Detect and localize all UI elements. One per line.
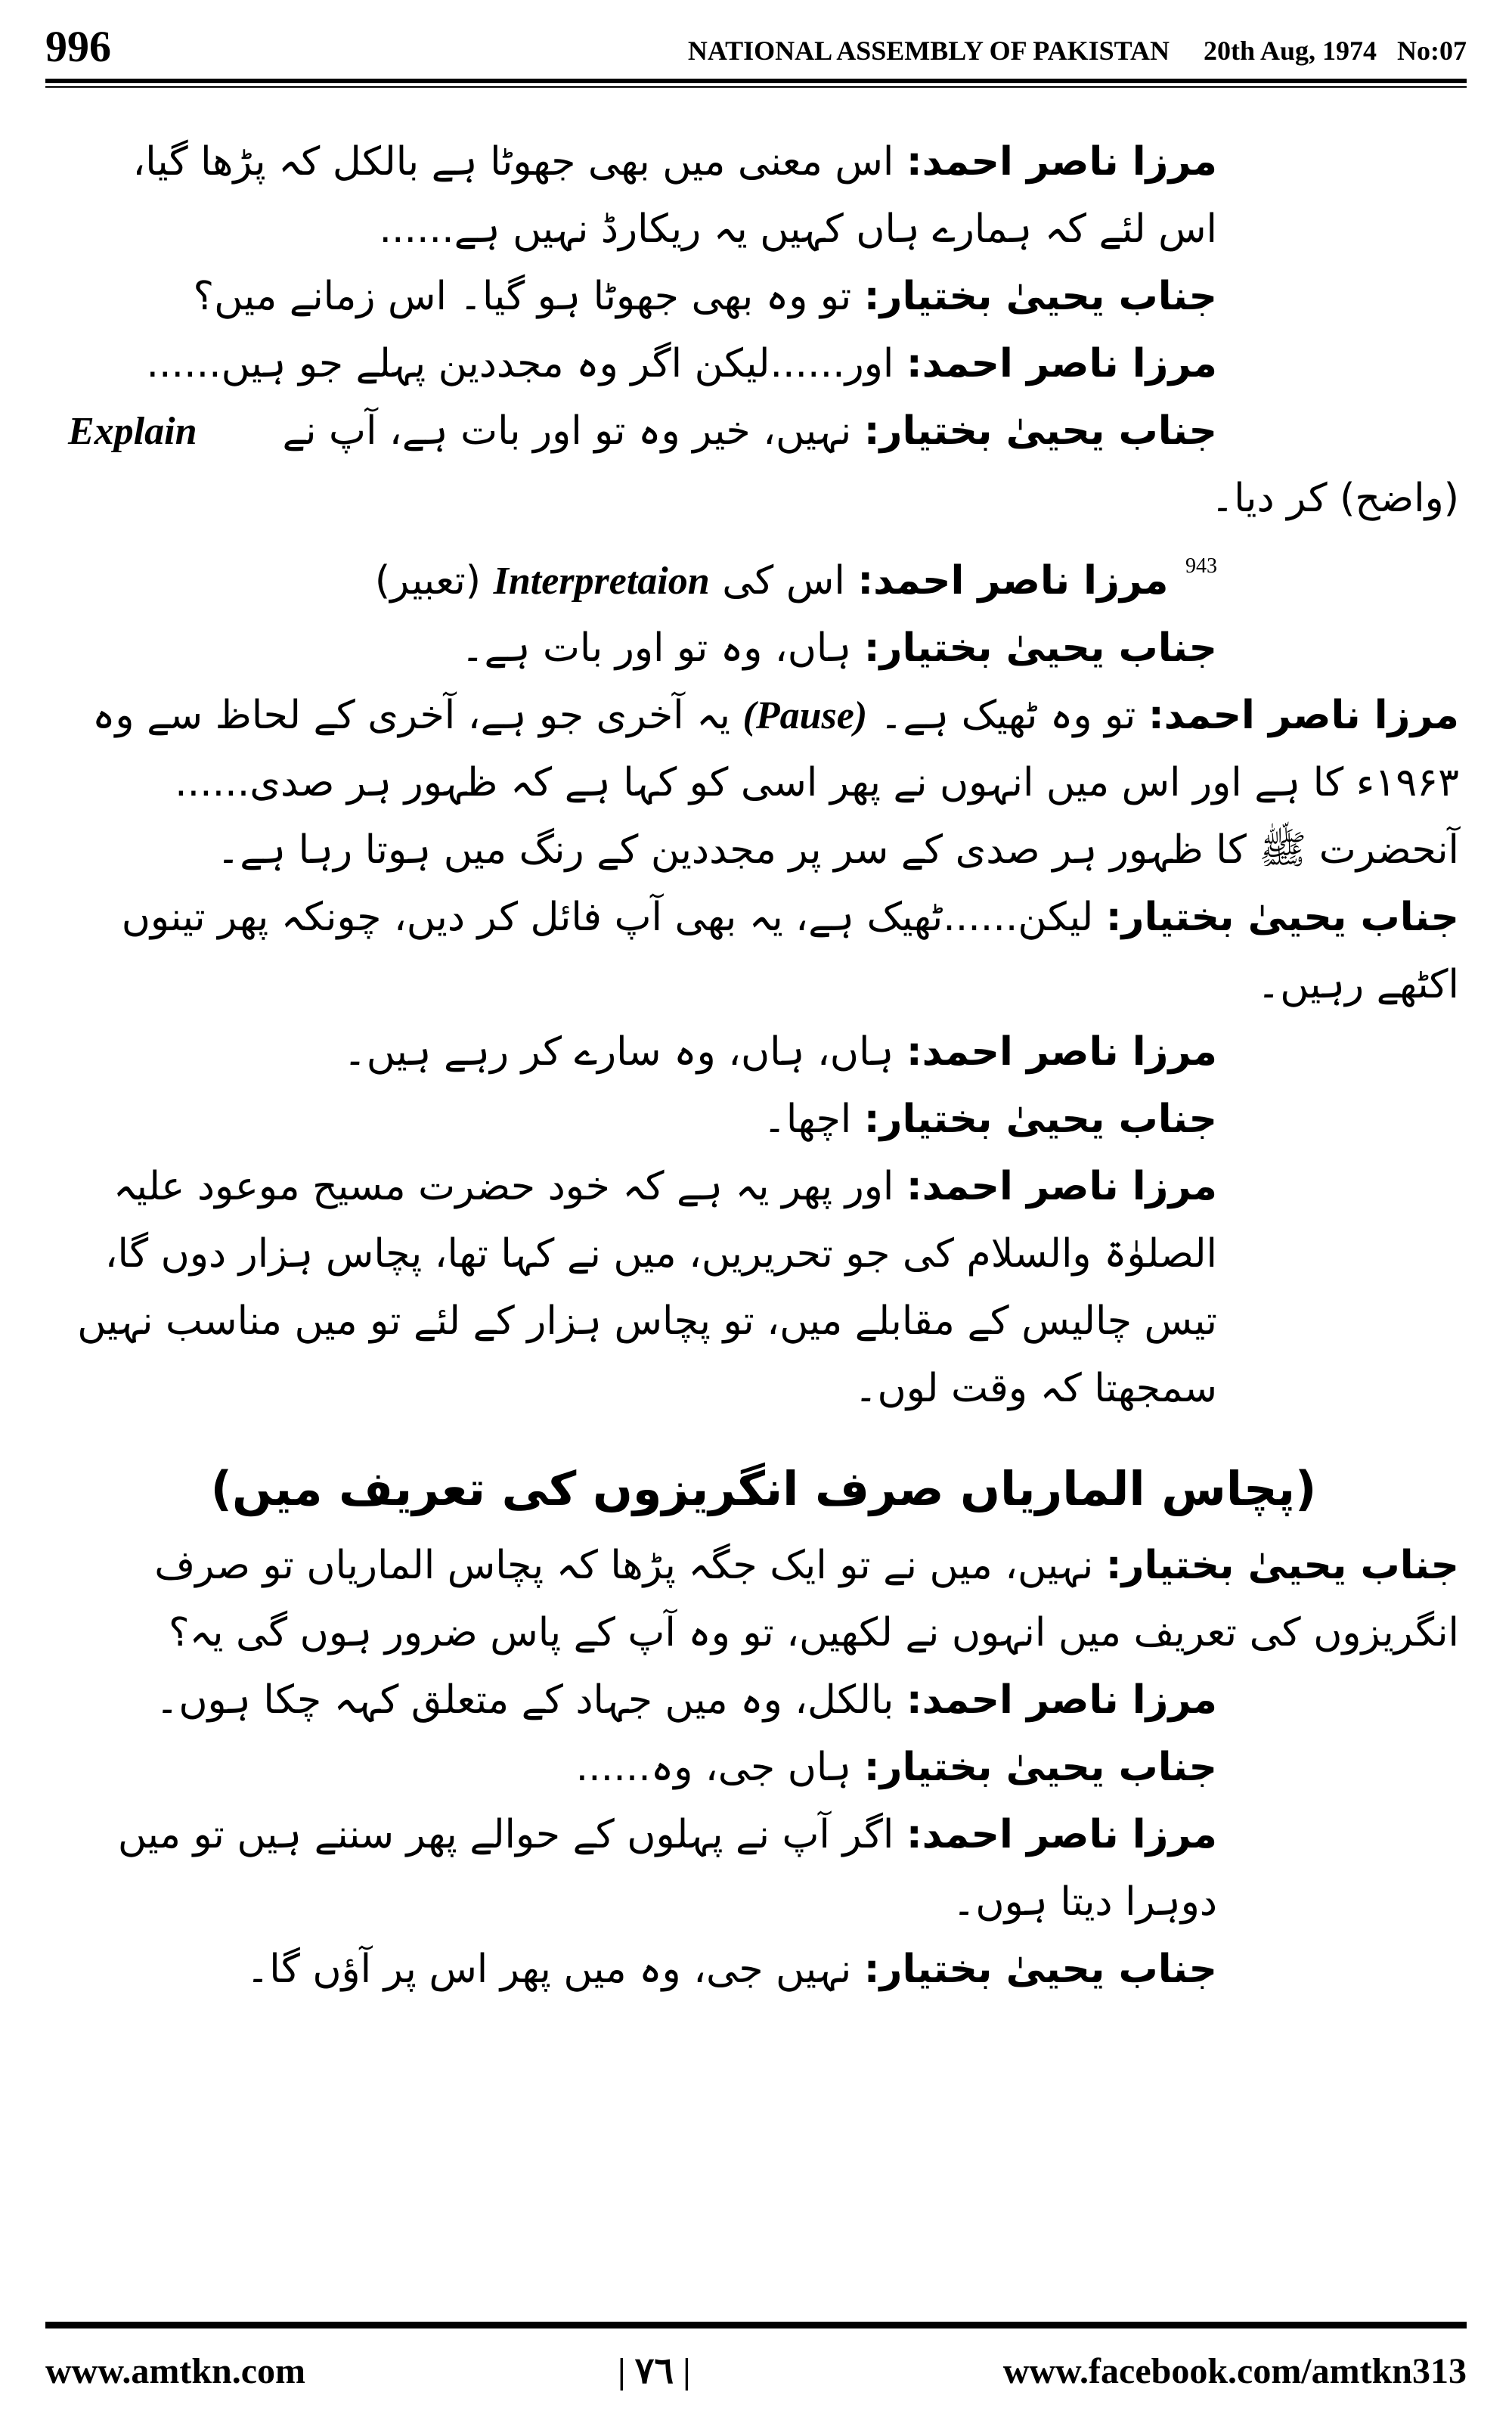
paragraph [68,129,1459,263]
speaker-label: مرزا ناصر احمد: [906,139,1217,185]
speech-text: یہ آخری جو ہے، آخری کے لحاظ سے وہ ۱۹۶۳ء کا ہے اور اس میں انہوں نے پھر اسی کو کہا ہے کہ ظہور ہر صدی...... آنحضرت ﷺ کا ظہور ہر صدی کے سر پر مجددین کے رنگ میں ہوتا رہا ہے۔ [91,693,1459,873]
speech-text: ہاں، وہ تو اور بات ہے۔ [461,625,852,671]
speech-text: اس معنی میں بھی جھوٹا ہے بالکل کہ پڑھا گیا، اس لئے کہ ہمارے ہاں کہیں یہ ریکارڈ نہیں ہے...... [132,139,1217,252]
speech-text: تو وہ ٹھیک ہے۔ [879,693,1136,738]
speech-text: نہیں، میں نے تو ایک جگہ پڑھا کہ پچاس الماریاں تو صرف انگریزوں کی تعریف میں انہوں نے لکھیں، تو وہ آپ کے پاس ضرور ہوں گی یہ؟ [154,1543,1459,1655]
paragraph [68,263,1459,330]
footer-website-link[interactable]: www.amtkn.com [45,2350,305,2391]
transcript-body [68,129,1459,2003]
speech-text: لیکن......ٹھیک ہے، یہ بھی آپ فائل کر دیں، چونکہ پھر تینوں اکٹھے رہیں۔ [121,895,1459,1007]
speech-text: بالکل، وہ میں جہاد کے متعلق کہہ چکا ہوں۔ [155,1677,894,1723]
speaker-label: جناب یحییٰ بختیار: [863,1947,1217,1992]
footer-page-marker: | ٧٦ | [617,2351,691,2391]
speaker-label: جناب یحییٰ بختیار: [863,274,1217,319]
header-title: NATIONAL ASSEMBLY OF PAKISTAN 20th Aug, 1974 No:07 [687,36,1467,66]
paragraph [68,1734,1459,1801]
speaker-label: جناب یحییٰ بختیار: [863,625,1217,671]
footnote-marker: 943 [1185,554,1217,578]
paragraph [68,398,1459,465]
speaker-label: مرزا ناصر احمد: [906,1164,1217,1209]
speech-text: نہیں، خیر وہ تو اور بات ہے، آپ نے [282,408,852,454]
speaker-label: مرزا ناصر احمد: [857,558,1169,603]
speech-text: ہاں جی، وہ...... [575,1745,852,1790]
footer-rule [45,2322,1467,2328]
paragraph [68,615,1459,682]
paragraph [68,1019,1459,1086]
speech-text: ہاں، ہاں، وہ سارے کر رہے ہیں۔ [343,1029,894,1075]
page-number: 996 [45,22,111,71]
page-footer [45,2341,1467,2401]
speech-text: (تعبیر) [374,558,482,603]
speaker-label: مرزا ناصر احمد: [906,1677,1217,1723]
speech-text: نہیں جی، وہ میں پھر اس پر آؤں گا۔ [246,1947,852,1992]
speaker-label: جناب یحییٰ بختیار: [863,408,1217,454]
paragraph [68,1801,1459,1936]
paragraph [68,532,1459,615]
header-rule [45,79,1467,83]
paragraph-continuation: (واضح) کر دیا۔ [1210,476,1459,521]
speaker-label: مرزا ناصر احمد: [906,341,1217,386]
speaker-label: جناب یحییٰ بختیار: [1105,895,1459,940]
english-term: (Pause) [742,694,868,737]
paragraph [68,1153,1459,1423]
paragraph [68,682,1459,884]
english-term: Explain [68,410,197,453]
section-heading: (پچاس الماریاں صرف انگریزوں کی تعریف میں) [210,1461,1317,1516]
paragraph [68,1532,1459,1667]
paragraph [68,330,1459,398]
speaker-label: مرزا ناصر احمد: [1148,693,1459,738]
speaker-label: جناب یحییٰ بختیار: [863,1745,1217,1790]
speech-text: تو وہ بھی جھوٹا ہو گیا۔ اس زمانے میں؟ [193,274,852,319]
speech-text: اچھا۔ [763,1097,852,1142]
speech-text: اور پھر یہ ہے کہ خود حضرت مسیح موعود علیہ الصلوٰۃ والسلام کی جو تحریریں، میں نے کہا تھا، پچاس ہزار دوں گا، تیس چالیس کے مقابلے میں، تو پچاس ہزار کے لئے تو میں مناسب نہیں سمجھتا کہ وقت لوں۔ [77,1164,1217,1411]
speaker-label: جناب یحییٰ بختیار: [1105,1543,1459,1588]
speaker-label: جناب یحییٰ بختیار: [863,1097,1217,1142]
english-term: Interpretaion [493,560,710,603]
speech-text: اور......لیکن اگر وہ مجددین پہلے جو ہیں...... [146,341,894,386]
page-header [45,14,1467,82]
speaker-label: مرزا ناصر احمد: [906,1812,1217,1857]
speech-text: اگر آپ نے پہلوں کے حوالے پھر سننے ہیں تو میں دوہرا دیتا ہوں۔ [117,1812,1217,1925]
speech-text: اس کی [722,558,845,603]
paragraph [68,1667,1459,1734]
footer-facebook-link[interactable]: www.facebook.com/amtkn313 [1002,2350,1467,2391]
paragraph [68,1086,1459,1153]
speaker-label: مرزا ناصر احمد: [906,1029,1217,1075]
header-rule-thin [45,86,1467,88]
paragraph [68,1936,1459,2003]
paragraph [68,884,1459,1019]
